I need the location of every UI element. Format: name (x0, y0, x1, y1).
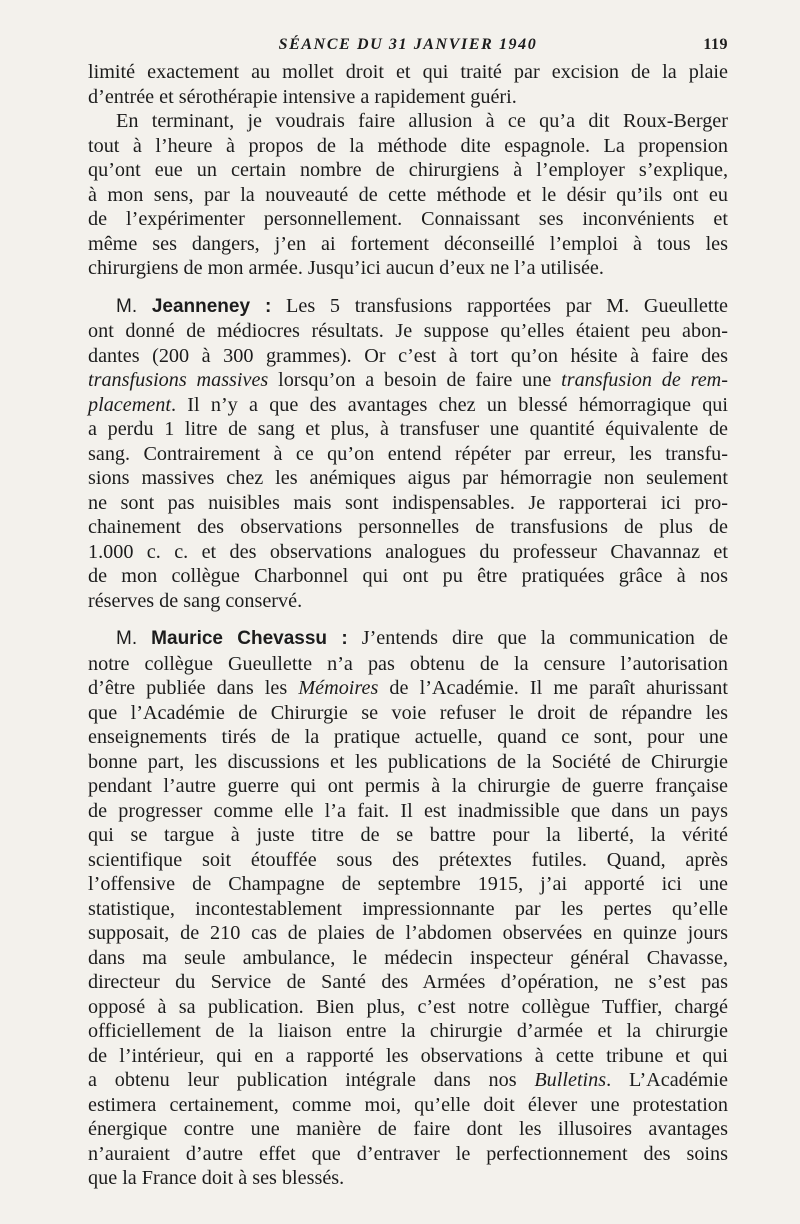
text-fragment: . Il n’y a que des avantages chez un blessé hémorragique qui (170, 393, 728, 416)
italic-text: transfusion de rem- (561, 369, 728, 391)
text-line (88, 294, 728, 320)
text-line (88, 676, 728, 701)
text-line: réserves de sang conservé. (88, 589, 303, 612)
text-line: supposait, de 210 cas de plaies de l’abdomen observées en quinze jours (88, 922, 728, 944)
paragraph-jeanneney (88, 294, 728, 614)
text-line: ont donné de médiocres résultats. Je suppose qu’elles étaient peu abon- (88, 320, 728, 342)
italic-text: placement (88, 393, 171, 416)
speaker-name: Jeanneney : (151, 295, 272, 317)
text-line: de l’intérieur, qui en a rapporté les observations à cette tribune et qui (88, 1044, 728, 1067)
text-fragment: . L’Académie (606, 1069, 728, 1091)
text-line (88, 626, 728, 652)
italic-text: Bulletins (534, 1069, 607, 1091)
text-line: opposé à sa publication. Bien plus, c’est notre collègue Tuffier, chargé (88, 995, 728, 1018)
text-line: a perdu 1 litre de sang et plus, à transfuser une quantité équivalente de (88, 418, 728, 440)
text-line: que l’Académie de Chirurgie se voie refuser le droit de répandre les (88, 701, 728, 724)
text-fragment: d’être publiée dans les (88, 677, 299, 699)
text-line: En terminant, je voudrais faire allusion à ce qu’a dit Roux-Berger (116, 110, 728, 132)
text-line: qu’ont eue un certain nombre de chirurgiens à l’employer s’explique, (88, 159, 728, 181)
text-line: l’offensive de Champagne de septembre 1915, j’ai apporté ici une (88, 873, 728, 895)
paragraph-gap (88, 613, 728, 626)
text-fragment: lorsqu’on a besoin de faire une (268, 369, 562, 391)
text-line: à mon sens, par la nouveauté de cette méthode et le désir qu’ils ont eu (88, 183, 728, 206)
text-line (88, 368, 728, 393)
text-line: que la France doit à ses blessés. (88, 1167, 345, 1189)
paragraph-1 (88, 60, 728, 109)
text-line: de progresser comme elle l’a fait. Il est inadmissible que dans un pays (88, 799, 728, 822)
text-line: limité exactement au mollet droit et qui traité par excision de la plaie (88, 61, 728, 83)
paragraph-2 (88, 109, 728, 281)
text-line: scientifique soit étouffée sous des prétextes futiles. Quand, après (88, 848, 728, 871)
text-line: notre collègue Gueullette n’a pas obtenu de la censure l’autorisation (88, 652, 728, 675)
text-line: ne sont pas nuisibles mais sont indispensables. Je rapporterai ici pro- (88, 491, 728, 514)
text-line: enseignements tirés de la pratique actuelle, quand ce sont, pour une (88, 726, 728, 748)
text-fragment: Les 5 transfusions rapportées par M. Gueullette (271, 294, 729, 317)
running-title: SÉANCE DU 31 JANVIER 1940 (278, 36, 538, 53)
text-line: directeur du Service de Santé des Armées d’opération, ne s’est pas (88, 971, 728, 993)
text-line: de l’expérimenter personnellement. Connaissant ses inconvénients et (88, 208, 728, 230)
document-page (88, 30, 728, 1191)
running-header (88, 30, 728, 60)
italic-text: Mémoires (298, 677, 379, 699)
text-line: tout à l’heure à propos de la méthode dite espagnole. La propension (88, 134, 728, 157)
text-line: dantes (200 à 300 grammes). Or c’est à tort qu’on hésite à faire des (88, 344, 728, 367)
text-line (88, 1068, 728, 1093)
text-fragment: de l’Académie. Il me paraît ahurissant (378, 677, 729, 699)
text-line (88, 393, 728, 418)
text-line: pendant l’autre guerre qui ont permis à la chirurgie de guerre française (88, 775, 728, 797)
paragraph-gap (88, 281, 728, 294)
text-line: sang. Contrairement à ce qu’on entend répéter par erreur, les transfu- (88, 442, 728, 465)
text-line: même ses dangers, j’en ai fortement déconseillé l’emploi à tous les (88, 232, 728, 255)
text-line: chainement des observations personnelles de transfusions de plus de (88, 516, 728, 538)
text-line: énergique contre une manière de faire dont les illusoires avantages (88, 1118, 728, 1140)
text-fragment: J’entends dire que la communication de (347, 627, 728, 649)
page-number: 119 (703, 36, 728, 53)
text-line: sions massives chez les anémiques aigus par hémorragie non seulement (88, 467, 728, 489)
italic-text: transfusions massives (88, 369, 269, 391)
speaker-prefix: M. (116, 295, 138, 317)
text-line: 1.000 c. c. et des observations analogues du professeur Chavannaz et (88, 540, 728, 563)
paragraph-chevassu (88, 626, 728, 1191)
text-line: estimera certainement, comme moi, qu’elle doit élever une protestation (88, 1093, 728, 1116)
text-line: bonne part, les discussions et les publications de la Société de Chirurgie (88, 750, 728, 773)
text-line: chirurgiens de mon armée. Jusqu’ici aucun d’eux ne l’a utilisée. (88, 257, 604, 279)
text-line: officiellement de la liaison entre la chirurgie d’armée et la chirurgie (88, 1020, 728, 1042)
text-line: statistique, incontestablement impressionnante par les pertes qu’elle (88, 897, 728, 920)
text-line: de mon collègue Charbonnel qui ont pu être pratiquées grâce à nos (88, 565, 728, 587)
text-line: d’entrée et sérothérapie intensive a rapidement guéri. (88, 85, 517, 108)
text-line: n’auraient d’autre effet que d’entraver le perfectionnement des soins (88, 1142, 728, 1165)
text-fragment: a obtenu leur publication intégrale dans nos (88, 1069, 535, 1091)
speaker-name: Maurice Chevassu : (151, 628, 348, 649)
text-line: dans ma seule ambulance, le médecin inspecteur général Chavasse, (88, 946, 728, 969)
text-line: qui se targue à juste titre de se battre pour la liberté, la vérité (88, 824, 728, 846)
speaker-prefix: M. (116, 628, 138, 649)
